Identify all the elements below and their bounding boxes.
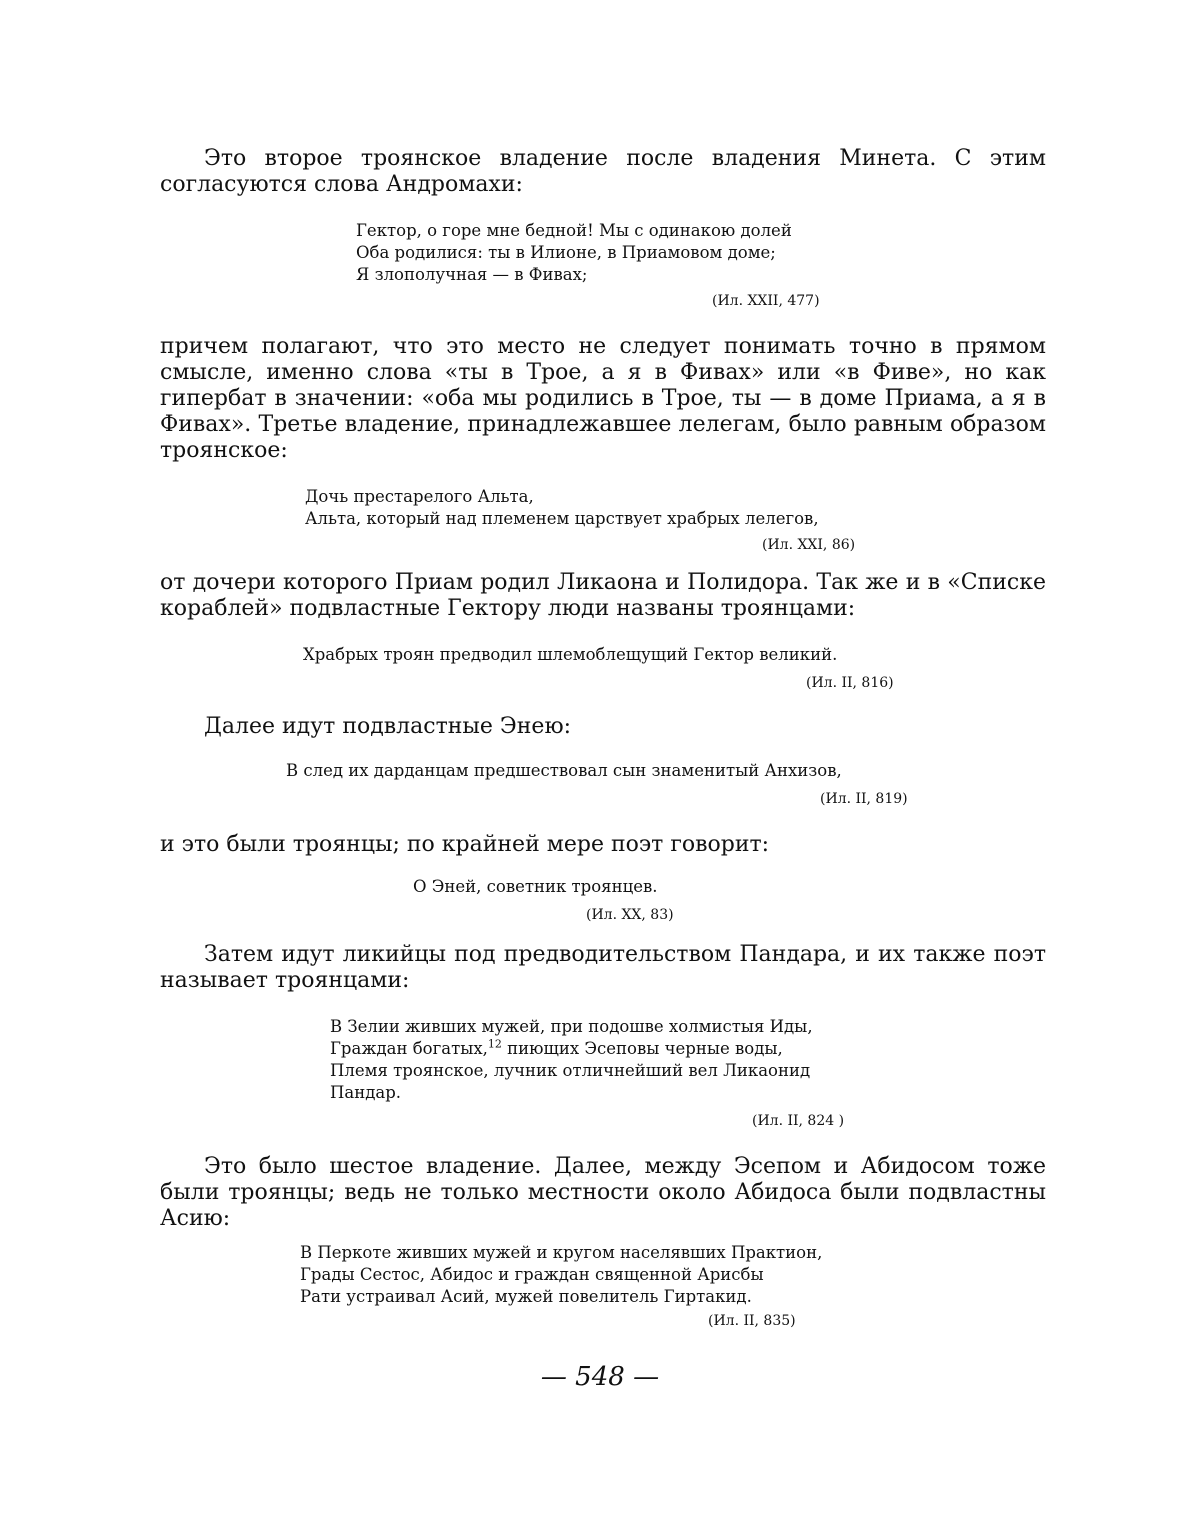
citation: (Ил. II, 819) [820,791,908,807]
paragraph-1: Это второе троянское владение после владения Минета. С этим согласуются слова Андромахи: [160,146,1046,197]
citation: (Ил. XXII, 477) [712,293,820,309]
citation: (Ил. II, 835) [708,1313,796,1329]
quote-asius [300,1242,822,1308]
footnote-marker: 12 [487,1037,502,1051]
paragraph-2: причем полагают, что это место не следует понимать точно в прямом смысле, именно слова «ты в Трое, а я в Фивах» или «в Фиве», но как гипербат в значении: «оба мы родились в Трое, ты — в доме Приама, а я в Фивах». Третье владение, принадлежавшее лелегам, было равным образом троянское: [160,334,1046,463]
verse-line: О Эней, советник троянцев. [413,877,658,896]
paragraph-5: и это были троянцы; по крайней мере поэт говорит: [160,832,770,857]
verse-text: Граждан богатых, [330,1039,488,1058]
verse-line: В след их дарданцам предшествовал сын знаменитый Анхизов, [286,761,842,780]
verse-line: Оба родилися: ты в Илионе, в Приамовом доме; [356,243,776,262]
paragraph-6: Затем идут ликийцы под предводительством Пандара, и их также поэт называет троянцами: [160,942,1046,993]
page-number: — 548 — [540,1362,660,1392]
verse-line: Дочь престарелого Альта, [305,487,534,506]
verse-line: Племя троянское, лучник отличнейший вел Ликаонид [330,1061,811,1080]
verse-line: В Перкоте живших мужей и кругом населявших Практион, [300,1243,823,1262]
verse-line: Пандар. [330,1083,402,1102]
paragraph-3: от дочери которого Приам родил Ликаона и Полидора. Так же и в «Списке кораблей» подвластные Гектору люди названы троянцами: [160,570,1046,621]
citation: (Ил. II, 824 ) [752,1113,845,1129]
verse-line: Гектор, о горе мне бедной! Мы с одинакою долей [356,221,792,240]
citation: (Ил. XXI, 86) [762,537,856,553]
paragraph-4: Далее идут подвластные Энею: [204,714,572,739]
verse-line: Рати устраивал Асий, мужей повелитель Гиртакид. [300,1287,752,1306]
verse-line: Грады Сестос, Абидос и граждан священной Арисбы [300,1265,764,1284]
verse-line: Храбрых троян предводил шлемоблещущий Гектор великий. [303,645,838,664]
quote-hector [303,644,837,666]
quote-counsellor [413,876,658,898]
verse-line [330,1038,813,1060]
quote-aeneas [286,760,842,782]
verse-line: Я злополучная — в Фивах; [356,265,588,284]
verse-line: Альта, который над племенем царствует храбрых лелегов, [305,509,819,528]
verse-text: пиющих Эсеповы черные воды, [501,1039,783,1058]
citation: (Ил. XX, 83) [586,907,674,923]
quote-pandarus [330,1016,813,1104]
paragraph-7: Это было шестое владение. Далее, между Эсепом и Абидосом тоже были троянцы; ведь не только местности около Абидоса были подвластны Асию: [160,1154,1046,1231]
verse-line: В Зелии живших мужей, при подошве холмистыя Иды, [330,1017,813,1036]
quote-alt [305,486,819,530]
quote-andromache [356,220,792,286]
citation: (Ил. II, 816) [806,675,894,691]
